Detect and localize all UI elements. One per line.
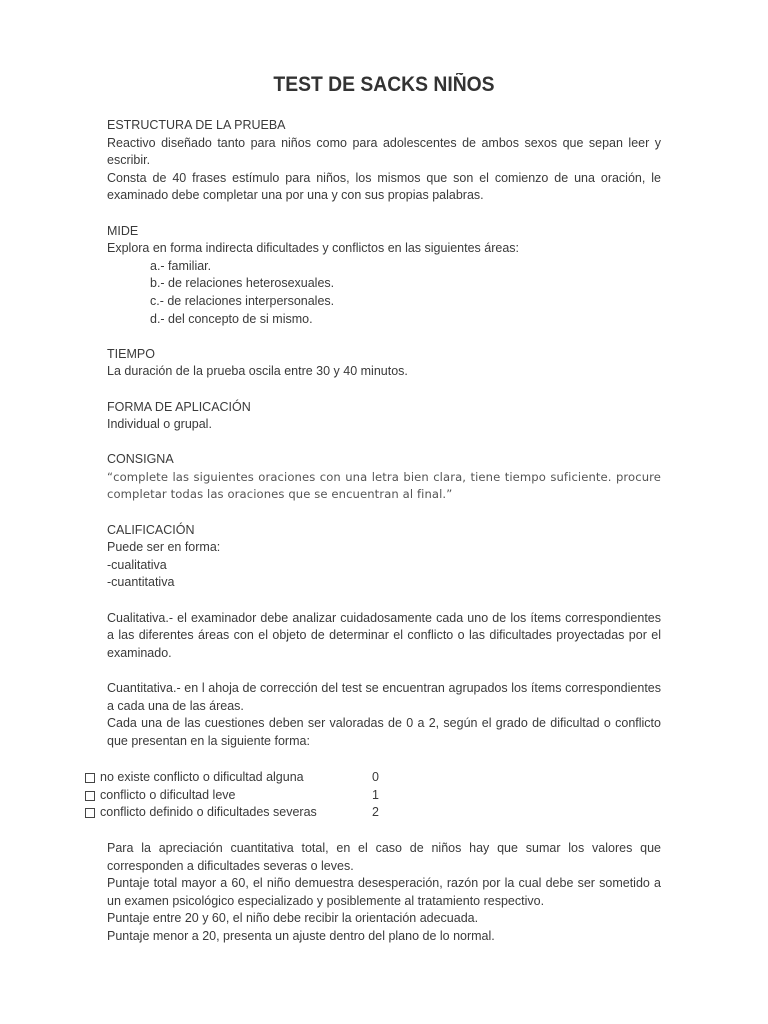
checkbox-icon xyxy=(85,808,95,818)
checkbox-icon xyxy=(85,773,95,783)
list-item: a.- familiar. xyxy=(150,258,212,273)
list-item: -cualitativa xyxy=(107,557,167,572)
score-label: no existe conflicto o dificultad alguna xyxy=(100,770,304,784)
section-heading-mide: MIDE xyxy=(107,223,139,238)
score-row xyxy=(85,787,405,805)
paragraph: Puntaje menor a 20, presenta un ajuste dentro del plano de lo normal. xyxy=(107,928,495,943)
section-heading-consigna: CONSIGNA xyxy=(107,452,174,467)
score-label: conflicto definido o dificultades severas xyxy=(100,805,317,820)
score-row xyxy=(85,804,405,822)
paragraph-cuantitativa: Cuantitativa.- en l ahoja de corrección del test se encuentran agrupados los ítems correspondientes a cada una de las áreas. xyxy=(107,681,661,713)
consigna-text: “complete las siguientes oraciones con una letra bien clara, tiene tiempo suficiente. procure completar todas las oraciones que se encuentran al final.” xyxy=(107,469,661,502)
section-heading-calificacion: CALIFICACIÓN xyxy=(107,522,195,537)
list-item: b.- de relaciones heterosexuales. xyxy=(150,276,335,291)
score-value: 2 xyxy=(372,805,379,820)
section-heading-estructura: ESTRUCTURA DE LA PRUEBA xyxy=(107,118,286,132)
paragraph: Individual o grupal. xyxy=(107,417,212,432)
paragraph: La duración de la prueba oscila entre 30 y 40 minutos. xyxy=(107,364,408,379)
section-heading-forma: FORMA DE APLICACIÓN xyxy=(107,399,251,414)
paragraph: Explora en forma indirecta dificultades y conflictos en las siguientes áreas: xyxy=(107,241,520,256)
paragraph: Para la apreciación cuantitativa total, en el caso de niños hay que sumar los valores que corresponden a dificultades severas o leves. xyxy=(107,841,661,873)
apreciacion-section xyxy=(107,840,661,946)
paragraph-cualitativa: Cualitativa.- el examinador debe analizar cuidadosamente cada uno de los ítems correspondientes a las diferentes áreas con el objeto de determinar el conflicto o las dificultades proyectadas por el examinado. xyxy=(107,610,661,660)
paragraph: Puntaje entre 20 y 60, el niño debe recibir la orientación adecuada. xyxy=(107,911,479,926)
paragraph: Consta de 40 frases estímulo para niños, los mismos que son el comienzo de una oración, le examinado debe completar una por una y con sus propias palabras. xyxy=(107,170,661,203)
list-item: d.- del concepto de si mismo. xyxy=(150,311,313,326)
score-list xyxy=(85,769,405,822)
paragraph: Puntaje total mayor a 60, el niño demuestra desesperación, razón por la cual debe ser sometido a un examen psicológico especializado y posiblemente al tratamiento respectivo. xyxy=(107,876,661,908)
score-value: 0 xyxy=(372,770,379,784)
document-body xyxy=(107,117,661,750)
paragraph: Puede ser en forma: xyxy=(107,540,221,555)
checkbox-icon xyxy=(85,791,95,801)
score-row xyxy=(85,769,405,787)
list-item: -cuantitativa xyxy=(107,575,175,590)
score-value: 1 xyxy=(372,787,379,802)
paragraph: Cada una de las cuestiones deben ser valoradas de 0 a 2, según el grado de dificultad o conflicto que presentan en la siguiente forma: xyxy=(107,716,661,748)
list-item: c.- de relaciones interpersonales. xyxy=(150,293,335,308)
score-label: conflicto o dificultad leve xyxy=(100,787,236,802)
paragraph: Reactivo diseñado tanto para niños como para adolescentes de ambos sexos que sepan leer y escribir. xyxy=(107,135,661,168)
section-heading-tiempo: TIEMPO xyxy=(107,346,155,361)
page-title: TEST DE SACKS NIÑOS xyxy=(273,73,495,96)
